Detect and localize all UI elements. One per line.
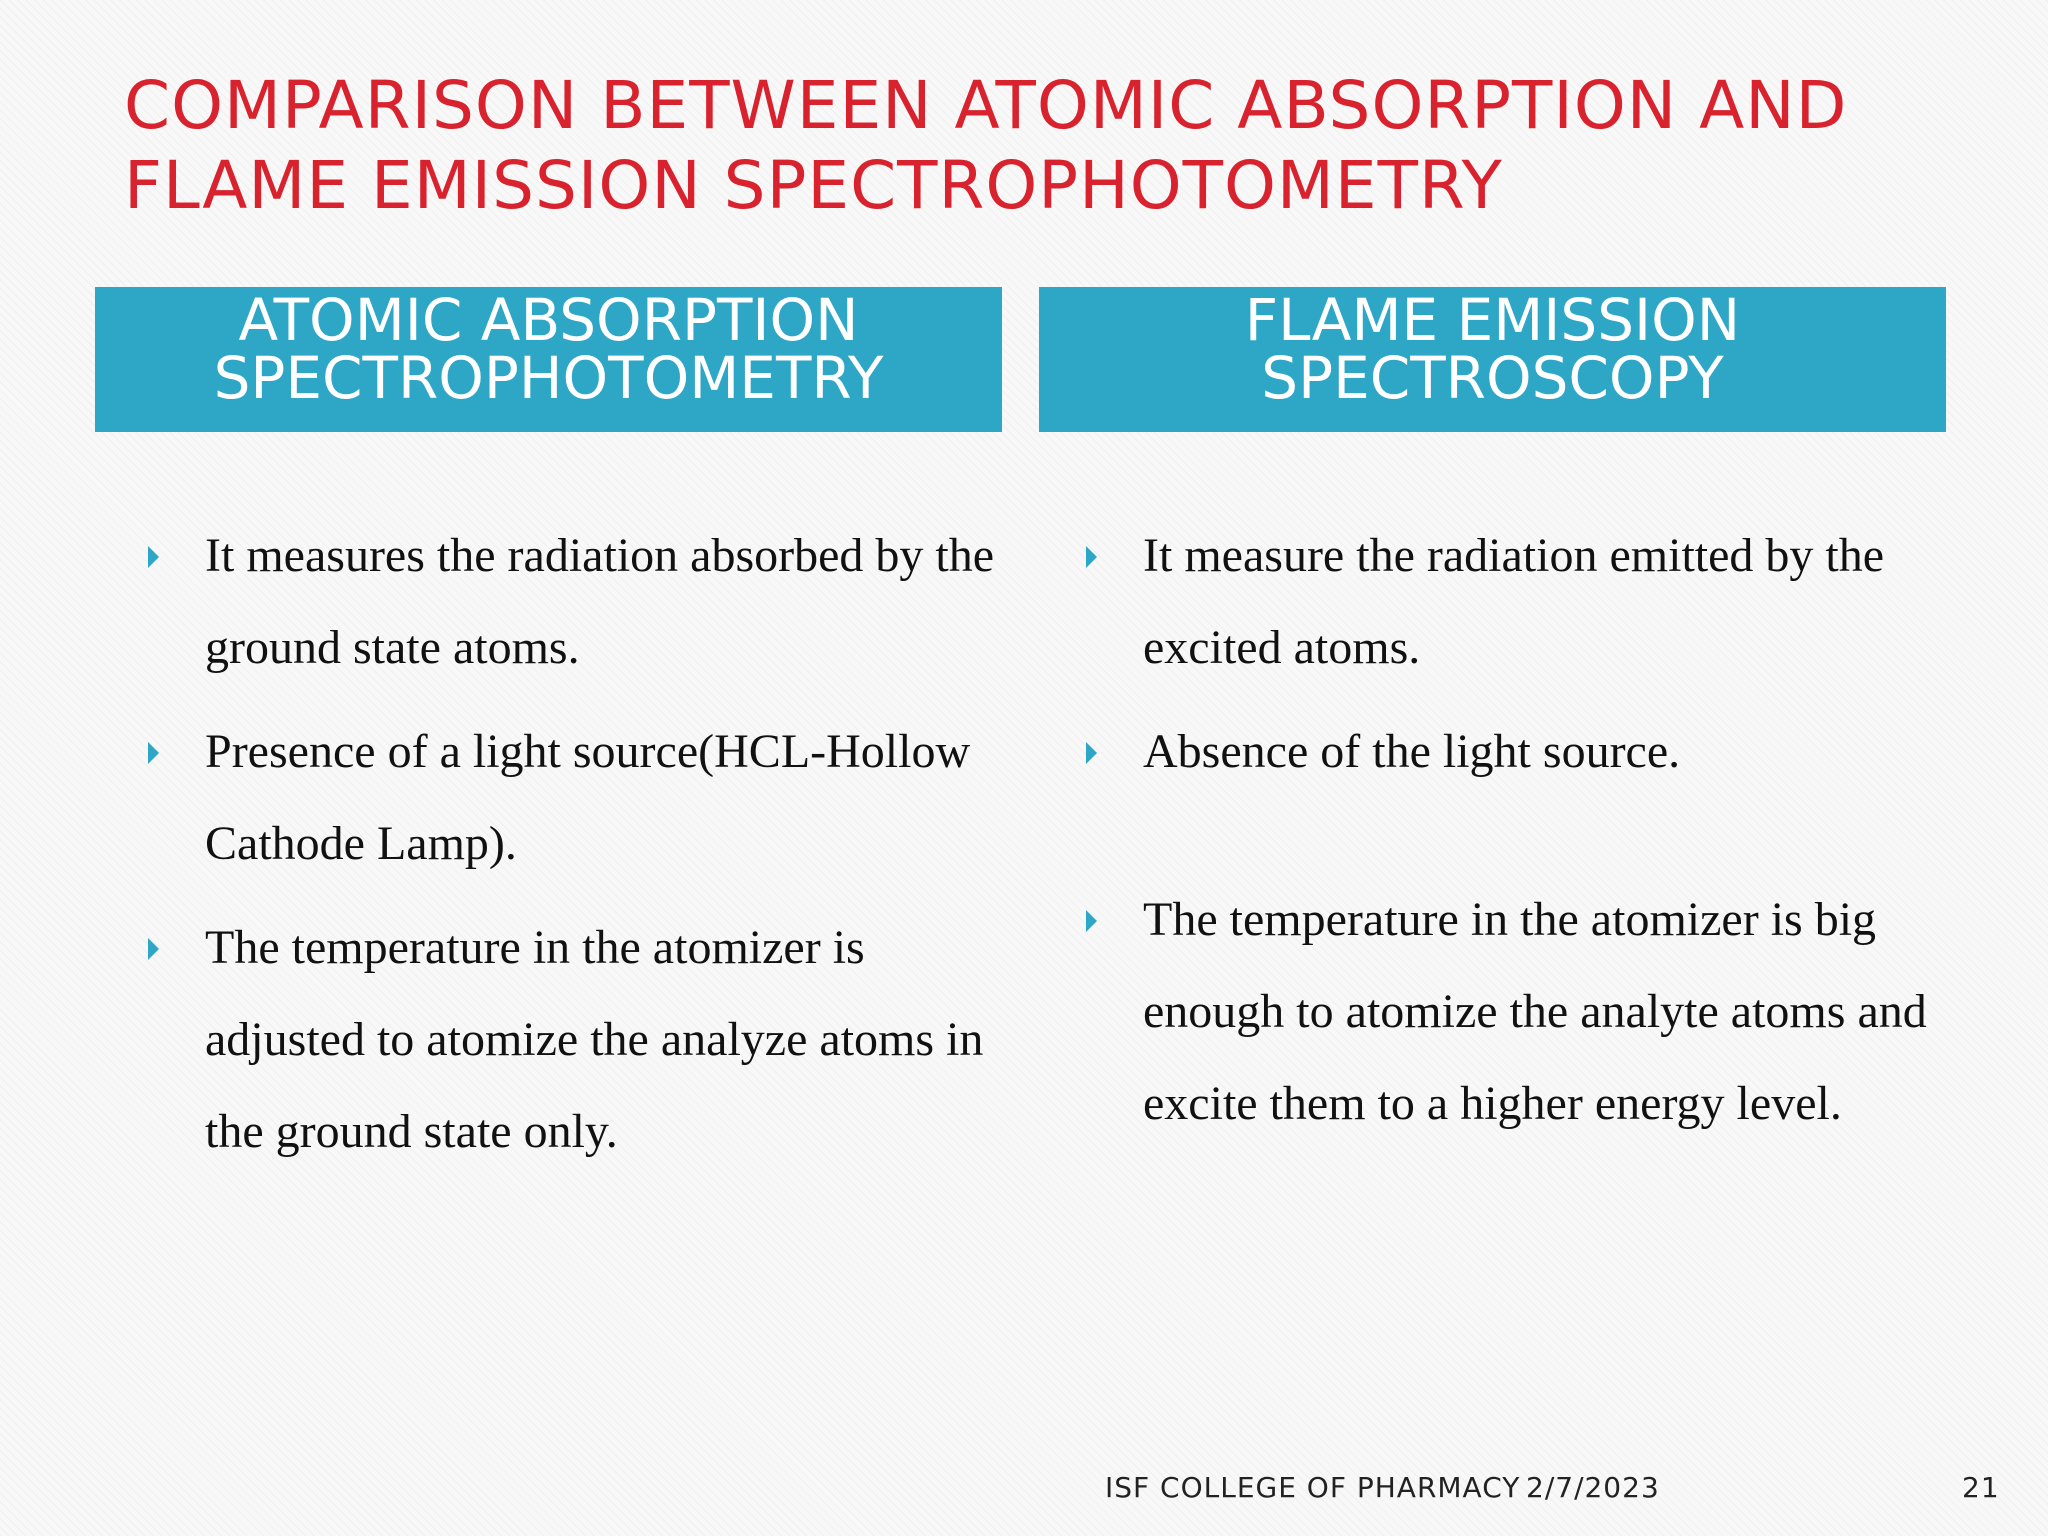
triangle-bullet-icon: [148, 546, 159, 568]
triangle-bullet-icon: [1086, 910, 1097, 932]
triangle-bullet-icon: [148, 742, 159, 764]
atomic-absorption-header: [95, 287, 1002, 432]
atomic-absorption-bullet-list: [140, 510, 1010, 1190]
bullet-text: The temperature in the atomizer is big enough to atomize the analyte atoms and excite them to a higher energy level.: [1143, 893, 1927, 1130]
list-item: [140, 510, 1010, 694]
footer-organization: ISF COLLEGE OF PHARMACY: [1105, 1471, 1521, 1504]
flame-emission-header: [1039, 287, 1946, 432]
list-item: [140, 706, 1010, 890]
atomic-absorption-header-line-1: ATOMIC ABSORPTION: [238, 286, 859, 354]
bullet-text: Presence of a light source(HCL-Hollow Cathode Lamp).: [205, 725, 971, 870]
slide-title-line-2: FLAME EMISSION SPECTROPHOTOMETRY: [124, 147, 1503, 224]
footer-page-number: 21: [1962, 1471, 2000, 1504]
footer-date: 2/7/2023: [1526, 1471, 1660, 1504]
list-item: [1078, 706, 1948, 798]
triangle-bullet-icon: [148, 938, 159, 960]
flame-emission-bullet-list: [1078, 510, 1948, 1162]
bullet-text: It measure the radiation emitted by the excited atoms.: [1143, 529, 1885, 674]
slide-title-line-1: COMPARISON BETWEEN ATOMIC ABSORPTION AND: [124, 67, 1848, 144]
triangle-bullet-icon: [1086, 546, 1097, 568]
flame-emission-header-line-1: FLAME EMISSION: [1244, 286, 1741, 354]
bullet-text: The temperature in the atomizer is adjusted to atomize the analyze atoms in the ground state only.: [205, 921, 984, 1158]
triangle-bullet-icon: [1086, 742, 1097, 764]
slide-title: [124, 66, 1904, 226]
atomic-absorption-header-line-2: SPECTROPHOTOMETRY: [213, 344, 884, 412]
list-item: [1078, 510, 1948, 694]
flame-emission-header-line-2: SPECTROSCOPY: [1261, 344, 1724, 412]
list-item: [140, 902, 1010, 1178]
list-item: [1078, 874, 1948, 1150]
bullet-text: It measures the radiation absorbed by the ground state atoms.: [205, 529, 995, 674]
bullet-text: Absence of the light source.: [1143, 725, 1681, 778]
